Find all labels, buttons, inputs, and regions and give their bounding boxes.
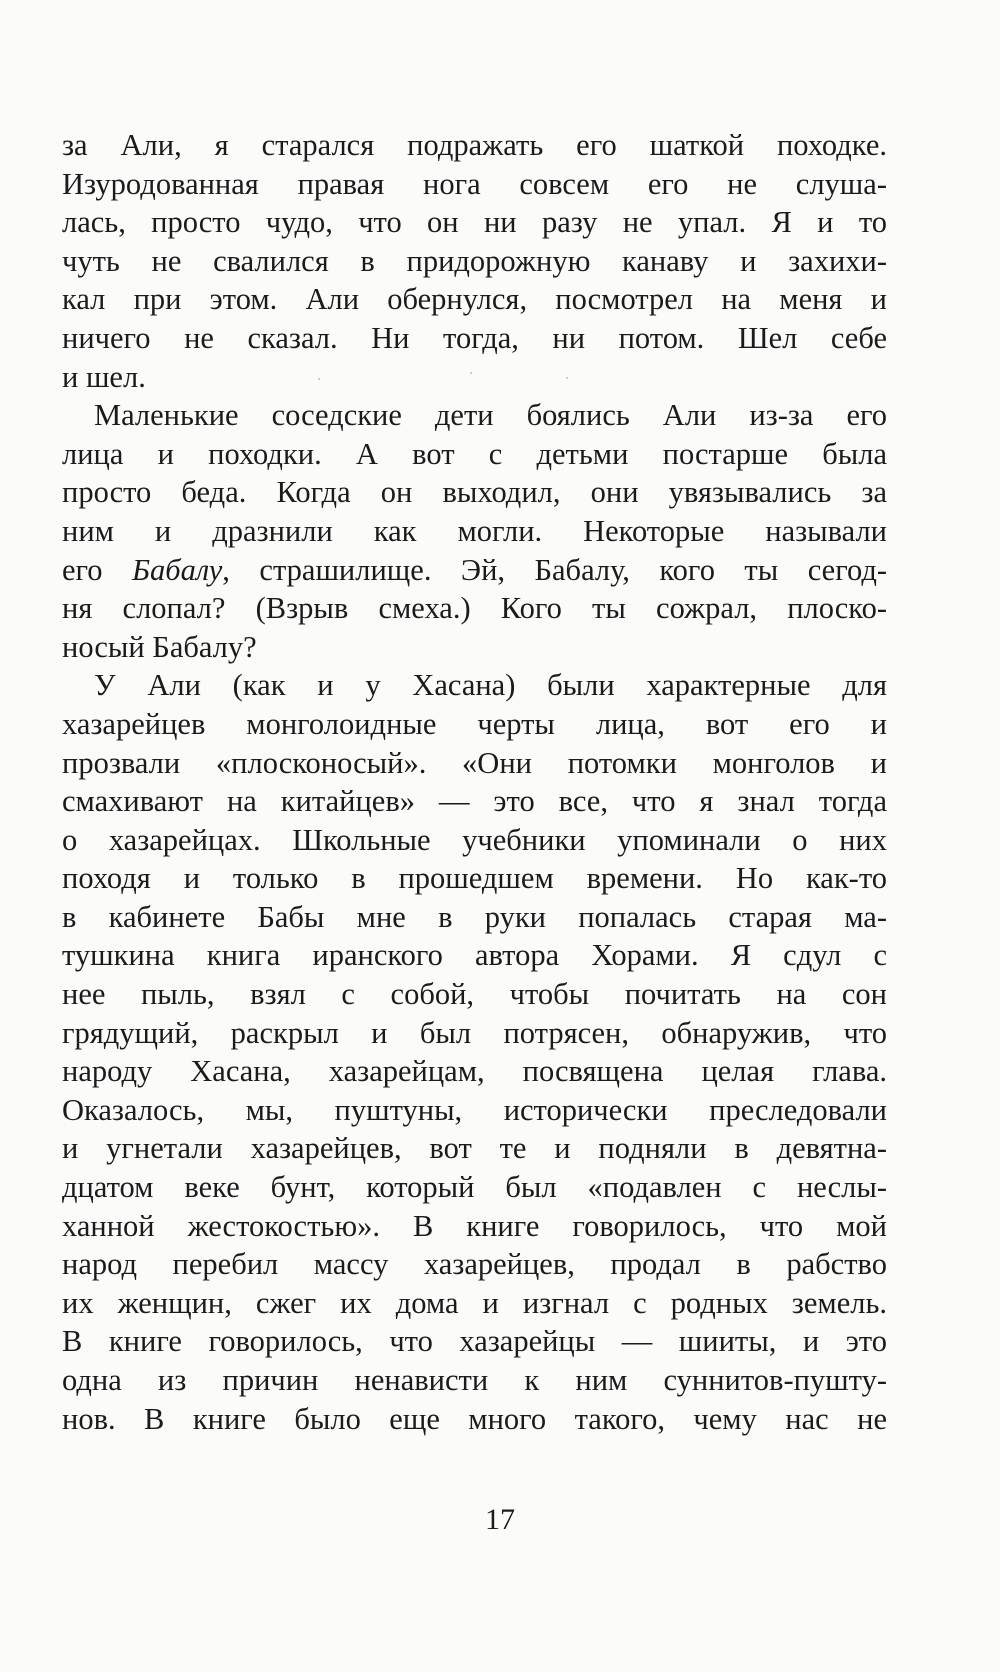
text-line: о хазарейцах. Школьные учебники упоминали о них bbox=[62, 822, 887, 857]
text-line: У Али (как и у Хасана) были характерные для bbox=[94, 668, 887, 703]
text-line: лась, просто чудо, что он ни разу не упал. Я и то bbox=[62, 205, 887, 240]
text-line: ня слопал? (Взрыв смеха.) Кого ты сожрал, плоско- bbox=[62, 591, 887, 626]
text-line: просто беда. Когда он выходил, они увязывались за bbox=[62, 475, 887, 510]
text-line: Маленькие соседские дети боялись Али из-за его bbox=[94, 398, 887, 433]
text-line: народу Хасана, хазарейцам, посвящена целая глава. bbox=[62, 1054, 887, 1089]
text-line: ничего не сказал. Ни тогда, ни потом. Шел себе bbox=[62, 320, 887, 355]
text-line: кал при этом. Али обернулся, посмотрел на меня и bbox=[62, 282, 887, 317]
text-line: походя и только в прошедшем времени. Но как-то bbox=[62, 861, 887, 896]
text-line: ним и дразнили как могли. Некоторые называли bbox=[62, 513, 887, 548]
text-line: прозвали «плосконосый». «Они потомки монголов и bbox=[62, 745, 887, 780]
text-line: Оказалось, мы, пуштуны, исторически преследовали bbox=[62, 1092, 887, 1127]
page-number: 17 bbox=[485, 1503, 515, 1536]
text-line: Изуродованная правая нога совсем его не слуша- bbox=[62, 166, 887, 201]
text-line: и шел. bbox=[62, 359, 146, 394]
text-line: лица и походки. А вот с детьми постарше была bbox=[62, 436, 887, 471]
body-text bbox=[62, 126, 887, 1438]
text-line: нов. В книге было еще много такого, чему нас не bbox=[62, 1401, 887, 1436]
text-line: смахивают на китайцев» — это все, что я знал тогда bbox=[62, 784, 887, 819]
text-line: народ перебил массу хазарейцев, продал в рабство bbox=[62, 1247, 887, 1282]
text-line: и угнетали хазарейцев, вот те и подняли в девятна- bbox=[62, 1131, 887, 1166]
text-line: В книге говорилось, что хазарейцы — шииты, и это bbox=[62, 1324, 887, 1359]
text-line: чуть не свалился в придорожную канаву и захихи- bbox=[62, 243, 887, 278]
text-line: тушкина книга иранского автора Хорами. Я сдул с bbox=[62, 938, 887, 973]
text-line: хазарейцев монголоидные черты лица, вот его и bbox=[62, 706, 887, 741]
text-line: грядущий, раскрыл и был потрясен, обнаружив, что bbox=[62, 1015, 887, 1050]
italic-nickname: Бабалу bbox=[132, 552, 223, 587]
text-line: носый Бабалу? bbox=[62, 629, 257, 664]
text-line: дцатом веке бунт, который был «подавлен с неслы- bbox=[62, 1170, 887, 1205]
text-line: одна из причин ненависти к ним суннитов-пушту- bbox=[62, 1363, 887, 1397]
text-line: ханной жестокостью». В книге говорилось, что мой bbox=[62, 1208, 887, 1243]
text-line: нее пыль, взял с собой, чтобы почитать на сон bbox=[62, 977, 887, 1012]
text-line: в кабинете Бабы мне в руки попалась старая ма- bbox=[62, 899, 887, 934]
text-line: за Али, я старался подражать его шаткой походке. bbox=[62, 128, 887, 162]
text-line: их женщин, сжег их дома и изгнал с родных земель. bbox=[62, 1285, 887, 1320]
text-line: его Бабалу, страшилище. Эй, Бабалу, кого ты сегод- bbox=[62, 552, 887, 587]
